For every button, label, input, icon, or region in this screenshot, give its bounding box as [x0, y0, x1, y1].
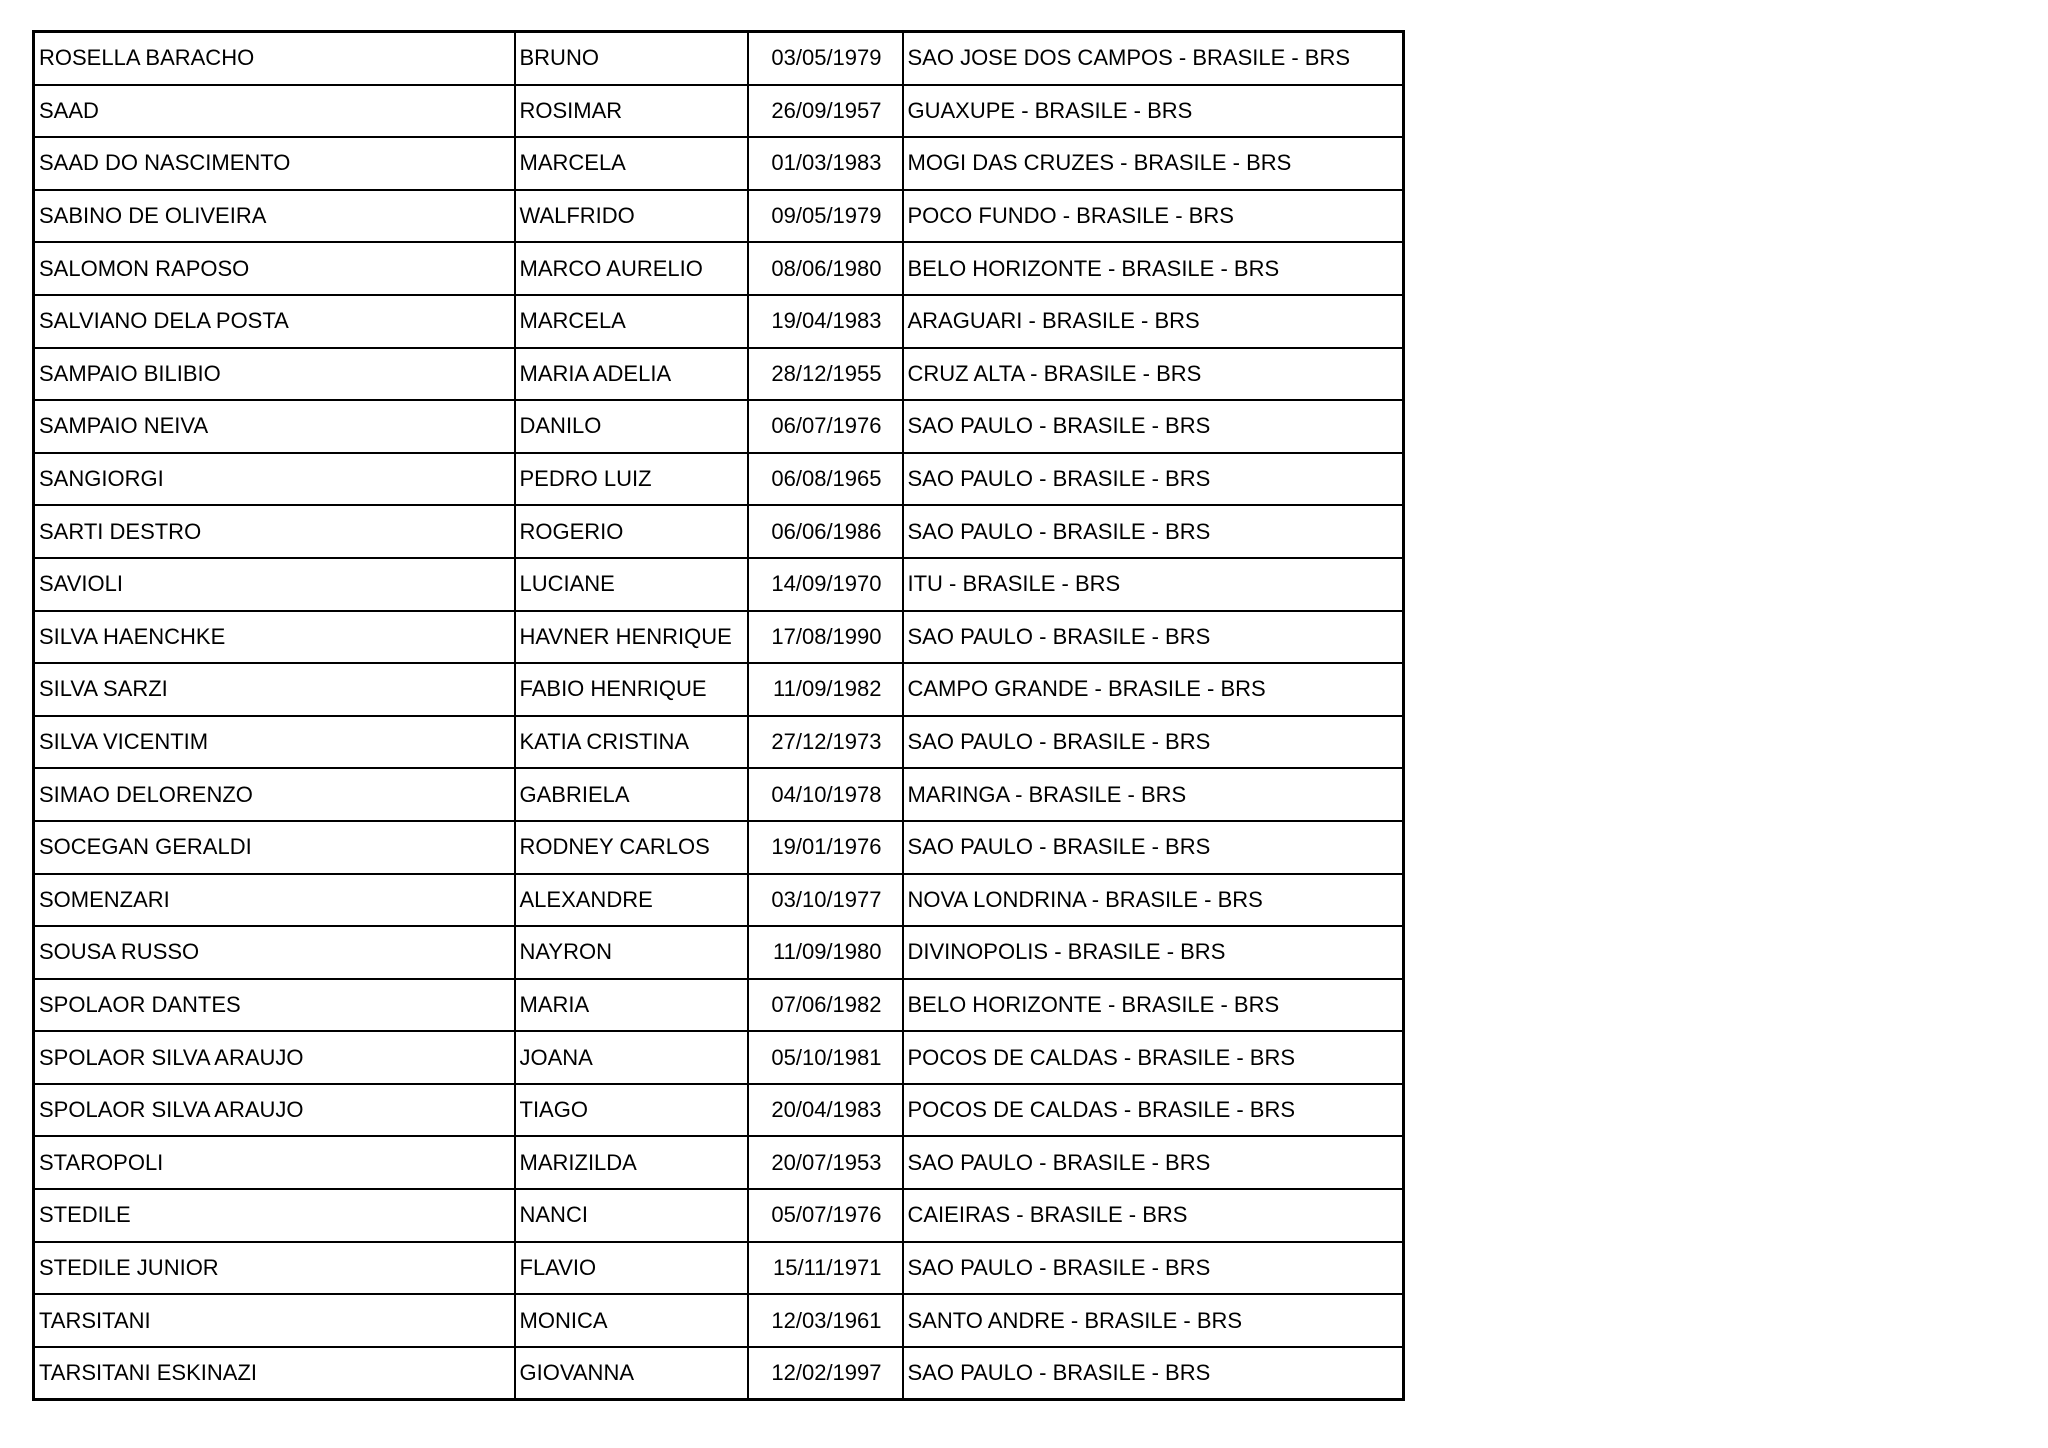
birth-place-cell: NOVA LONDRINA - BRASILE - BRS — [903, 874, 1404, 927]
surname-cell: SPOLAOR SILVA ARAUJO — [34, 1084, 515, 1137]
birth-place-cell: ITU - BRASILE - BRS — [903, 558, 1404, 611]
birth-place-cell: SANTO ANDRE - BRASILE - BRS — [903, 1294, 1404, 1347]
given-name-cell: BRUNO — [515, 32, 748, 85]
surname-cell: SAMPAIO NEIVA — [34, 400, 515, 453]
birth-place-cell: CRUZ ALTA - BRASILE - BRS — [903, 348, 1404, 401]
given-name-cell: PEDRO LUIZ — [515, 453, 748, 506]
table-row — [34, 295, 1404, 348]
birth-date-cell: 19/01/1976 — [748, 821, 903, 874]
birth-date-cell: 11/09/1982 — [748, 663, 903, 716]
table-row — [34, 1242, 1404, 1295]
surname-cell: STAROPOLI — [34, 1136, 515, 1189]
birth-place-cell: DIVINOPOLIS - BRASILE - BRS — [903, 926, 1404, 979]
given-name-cell: NANCI — [515, 1189, 748, 1242]
surname-cell: SILVA HAENCHKE — [34, 611, 515, 664]
table-row — [34, 1189, 1404, 1242]
birth-place-cell: SAO PAULO - BRASILE - BRS — [903, 453, 1404, 506]
table-row — [34, 821, 1404, 874]
table-row — [34, 716, 1404, 769]
birth-place-cell: SAO JOSE DOS CAMPOS - BRASILE - BRS — [903, 32, 1404, 85]
birth-place-cell: SAO PAULO - BRASILE - BRS — [903, 1242, 1404, 1295]
birth-date-cell: 20/07/1953 — [748, 1136, 903, 1189]
surname-cell: SILVA SARZI — [34, 663, 515, 716]
table-row — [34, 611, 1404, 664]
birth-place-cell: SAO PAULO - BRASILE - BRS — [903, 400, 1404, 453]
birth-date-cell: 06/06/1986 — [748, 505, 903, 558]
given-name-cell: MARIZILDA — [515, 1136, 748, 1189]
birth-date-cell: 03/05/1979 — [748, 32, 903, 85]
surname-cell: TARSITANI ESKINAZI — [34, 1347, 515, 1400]
birth-place-cell: SAO PAULO - BRASILE - BRS — [903, 1347, 1404, 1400]
birth-place-cell: ARAGUARI - BRASILE - BRS — [903, 295, 1404, 348]
given-name-cell: HAVNER HENRIQUE — [515, 611, 748, 664]
birth-date-cell: 11/09/1980 — [748, 926, 903, 979]
table-row — [34, 1084, 1404, 1137]
given-name-cell: RODNEY CARLOS — [515, 821, 748, 874]
given-name-cell: NAYRON — [515, 926, 748, 979]
birth-date-cell: 28/12/1955 — [748, 348, 903, 401]
birth-place-cell: CAMPO GRANDE - BRASILE - BRS — [903, 663, 1404, 716]
given-name-cell: DANILO — [515, 400, 748, 453]
birth-date-cell: 01/03/1983 — [748, 137, 903, 190]
table-row — [34, 558, 1404, 611]
given-name-cell: MARCELA — [515, 137, 748, 190]
surname-cell: SALOMON RAPOSO — [34, 242, 515, 295]
birth-place-cell: SAO PAULO - BRASILE - BRS — [903, 505, 1404, 558]
table-row — [34, 1294, 1404, 1347]
birth-place-cell: BELO HORIZONTE - BRASILE - BRS — [903, 242, 1404, 295]
given-name-cell: WALFRIDO — [515, 190, 748, 243]
surname-cell: SPOLAOR DANTES — [34, 979, 515, 1032]
given-name-cell: ALEXANDRE — [515, 874, 748, 927]
birth-date-cell: 27/12/1973 — [748, 716, 903, 769]
birth-date-cell: 06/08/1965 — [748, 453, 903, 506]
given-name-cell: ROSIMAR — [515, 85, 748, 138]
given-name-cell: ROGERIO — [515, 505, 748, 558]
birth-place-cell: GUAXUPE - BRASILE - BRS — [903, 85, 1404, 138]
table-row — [34, 926, 1404, 979]
birth-place-cell: SAO PAULO - BRASILE - BRS — [903, 821, 1404, 874]
birth-place-cell: MARINGA - BRASILE - BRS — [903, 768, 1404, 821]
table-row — [34, 242, 1404, 295]
given-name-cell: MARCELA — [515, 295, 748, 348]
surname-cell: SOMENZARI — [34, 874, 515, 927]
given-name-cell: MARCO AURELIO — [515, 242, 748, 295]
surname-cell: SAMPAIO BILIBIO — [34, 348, 515, 401]
records-body — [34, 32, 1404, 1400]
birth-date-cell: 26/09/1957 — [748, 85, 903, 138]
birth-place-cell: POCOS DE CALDAS - BRASILE - BRS — [903, 1084, 1404, 1137]
surname-cell: STEDILE JUNIOR — [34, 1242, 515, 1295]
table-row — [34, 874, 1404, 927]
surname-cell: TARSITANI — [34, 1294, 515, 1347]
birth-date-cell: 12/02/1997 — [748, 1347, 903, 1400]
birth-date-cell: 17/08/1990 — [748, 611, 903, 664]
table-row — [34, 505, 1404, 558]
birth-date-cell: 19/04/1983 — [748, 295, 903, 348]
table-row — [34, 1031, 1404, 1084]
table-row — [34, 979, 1404, 1032]
given-name-cell: FLAVIO — [515, 1242, 748, 1295]
given-name-cell: KATIA CRISTINA — [515, 716, 748, 769]
birth-place-cell: BELO HORIZONTE - BRASILE - BRS — [903, 979, 1404, 1032]
birth-place-cell: SAO PAULO - BRASILE - BRS — [903, 1136, 1404, 1189]
table-row — [34, 400, 1404, 453]
table-row — [34, 190, 1404, 243]
given-name-cell: MARIA ADELIA — [515, 348, 748, 401]
table-row — [34, 348, 1404, 401]
surname-cell: SOCEGAN GERALDI — [34, 821, 515, 874]
table-row — [34, 1136, 1404, 1189]
given-name-cell: MONICA — [515, 1294, 748, 1347]
birth-date-cell: 06/07/1976 — [748, 400, 903, 453]
birth-date-cell: 14/09/1970 — [748, 558, 903, 611]
given-name-cell: TIAGO — [515, 1084, 748, 1137]
birth-place-cell: CAIEIRAS - BRASILE - BRS — [903, 1189, 1404, 1242]
table-row — [34, 85, 1404, 138]
given-name-cell: JOANA — [515, 1031, 748, 1084]
birth-date-cell: 05/07/1976 — [748, 1189, 903, 1242]
surname-cell: SILVA VICENTIM — [34, 716, 515, 769]
records-table — [32, 30, 1405, 1401]
birth-place-cell: POCO FUNDO - BRASILE - BRS — [903, 190, 1404, 243]
surname-cell: SABINO DE OLIVEIRA — [34, 190, 515, 243]
given-name-cell: GABRIELA — [515, 768, 748, 821]
birth-date-cell: 05/10/1981 — [748, 1031, 903, 1084]
surname-cell: SAAD DO NASCIMENTO — [34, 137, 515, 190]
surname-cell: SAVIOLI — [34, 558, 515, 611]
surname-cell: STEDILE — [34, 1189, 515, 1242]
table-row — [34, 663, 1404, 716]
table-row — [34, 32, 1404, 85]
surname-cell: SPOLAOR SILVA ARAUJO — [34, 1031, 515, 1084]
surname-cell: SAAD — [34, 85, 515, 138]
surname-cell: SIMAO DELORENZO — [34, 768, 515, 821]
birth-date-cell: 15/11/1971 — [748, 1242, 903, 1295]
birth-date-cell: 20/04/1983 — [748, 1084, 903, 1137]
given-name-cell: LUCIANE — [515, 558, 748, 611]
table-row — [34, 768, 1404, 821]
birth-date-cell: 07/06/1982 — [748, 979, 903, 1032]
surname-cell: SARTI DESTRO — [34, 505, 515, 558]
birth-date-cell: 09/05/1979 — [748, 190, 903, 243]
table-row — [34, 137, 1404, 190]
birth-date-cell: 04/10/1978 — [748, 768, 903, 821]
table-row — [34, 1347, 1404, 1400]
given-name-cell: MARIA — [515, 979, 748, 1032]
surname-cell: SANGIORGI — [34, 453, 515, 506]
birth-date-cell: 08/06/1980 — [748, 242, 903, 295]
birth-date-cell: 03/10/1977 — [748, 874, 903, 927]
birth-place-cell: MOGI DAS CRUZES - BRASILE - BRS — [903, 137, 1404, 190]
given-name-cell: GIOVANNA — [515, 1347, 748, 1400]
birth-date-cell: 12/03/1961 — [748, 1294, 903, 1347]
surname-cell: SOUSA RUSSO — [34, 926, 515, 979]
surname-cell: SALVIANO DELA POSTA — [34, 295, 515, 348]
birth-place-cell: SAO PAULO - BRASILE - BRS — [903, 611, 1404, 664]
given-name-cell: FABIO HENRIQUE — [515, 663, 748, 716]
birth-place-cell: SAO PAULO - BRASILE - BRS — [903, 716, 1404, 769]
birth-place-cell: POCOS DE CALDAS - BRASILE - BRS — [903, 1031, 1404, 1084]
table-row — [34, 453, 1404, 506]
surname-cell: ROSELLA BARACHO — [34, 32, 515, 85]
